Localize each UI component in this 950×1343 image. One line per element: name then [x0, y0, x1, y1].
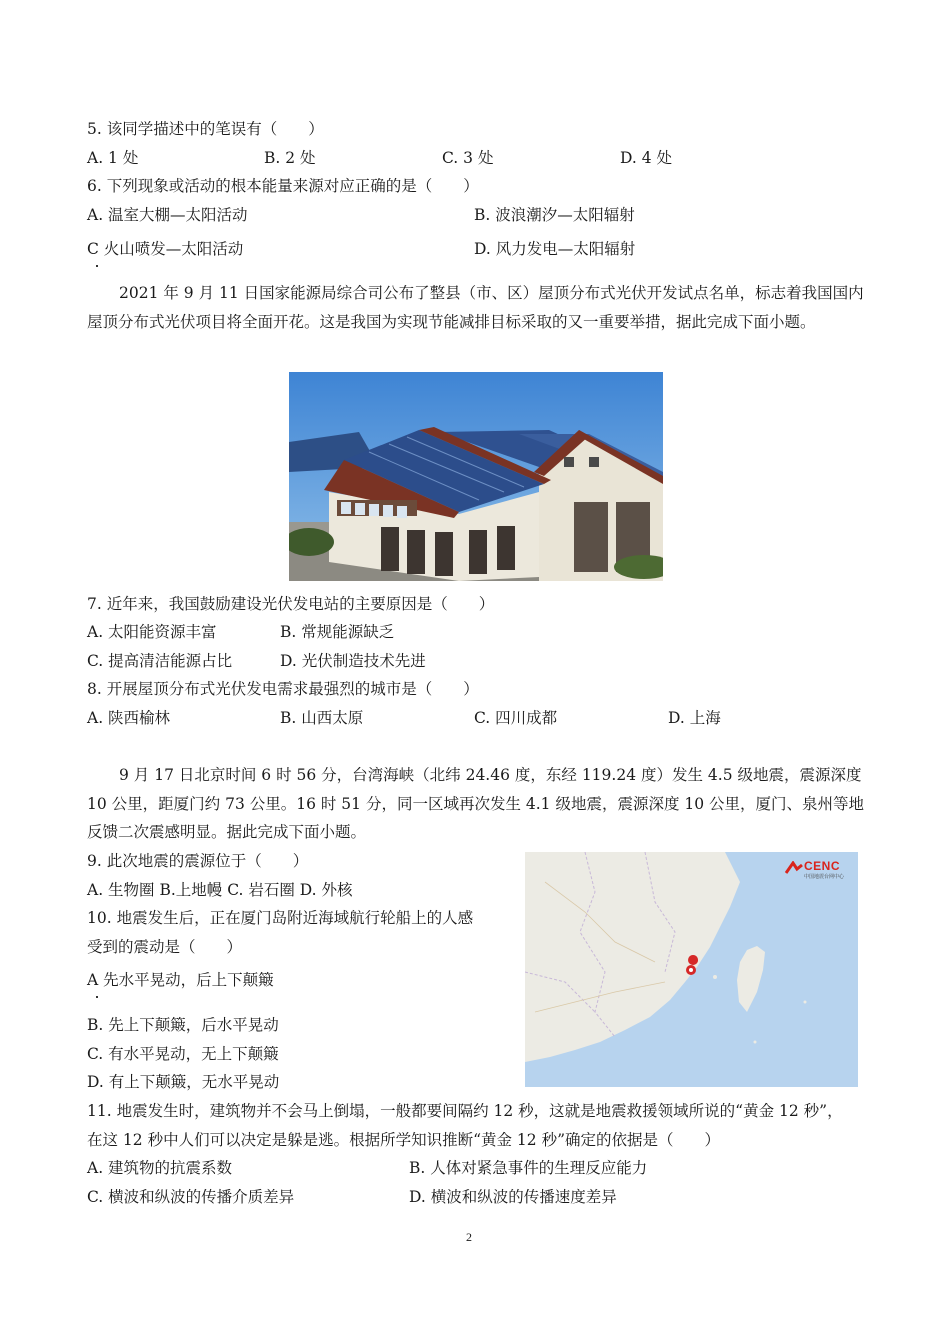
cenc-logo [783, 858, 853, 884]
q9-options: A. 生物圈 B.上地幔 C. 岩石圈 D. 外核 [87, 881, 353, 899]
q8-option-b: B. 山西太原 [280, 709, 364, 727]
stray-dot [96, 996, 98, 998]
q11-stem-line2: 在这 12 秒中人们可以决定是躲是逃。根据所学知识推断“黄金 12 秒”确定的依据是（ ） [87, 1131, 721, 1149]
q5-option-d: D. 4 处 [620, 149, 673, 167]
q10-option-d: D. 有上下颠簸，无水平晃动 [87, 1073, 280, 1091]
q10-option-c: C. 有水平晃动，无上下颠簸 [87, 1045, 279, 1063]
q11-option-a: A. 建筑物的抗震系数 [87, 1159, 233, 1177]
cenc-logo-subtext: 中国地震台网中心 [804, 874, 845, 880]
q7-option-d: D. 光伏制造技术先进 [280, 652, 426, 670]
solar-roof-photo [289, 372, 663, 581]
earthquake-map [525, 852, 858, 1087]
q8-option-d: D. 上海 [668, 709, 721, 727]
q6-option-a: A. 温室大棚—太阳活动 [87, 206, 248, 224]
q11-option-c: C. 横波和纵波的传播介质差异 [87, 1188, 295, 1206]
cenc-logo-text: CENC [804, 859, 841, 873]
q7-option-b: B. 常规能源缺乏 [280, 623, 395, 641]
q6-option-b: B. 波浪潮汐—太阳辐射 [474, 206, 635, 224]
q7-option-a: A. 太阳能资源丰富 [87, 623, 217, 641]
q6-option-c: C 火山喷发—太阳活动 [87, 240, 244, 258]
q7-stem: 7. 近年来，我国鼓励建设光伏发电站的主要原因是（ ） [87, 595, 495, 613]
q10-stem-line2: 受到的震动是（ ） [87, 938, 243, 956]
q11-option-d: D. 横波和纵波的传播速度差异 [409, 1188, 617, 1206]
q10-option-a: A 先水平晃动，后上下颠簸 [87, 971, 274, 989]
q10-stem-line1: 10. 地震发生后，正在厦门岛附近海域航行轮船上的人感 [87, 909, 474, 927]
q8-option-a: A. 陕西榆林 [87, 709, 171, 727]
stray-dot [96, 265, 98, 267]
q8-stem: 8. 开展屋顶分布式光伏发电需求最强烈的城市是（ ） [87, 680, 479, 698]
q6-option-d: D. 风力发电—太阳辐射 [474, 240, 636, 258]
q7-option-c: C. 提高清洁能源占比 [87, 652, 233, 670]
q9-stem: 9. 此次地震的震源位于（ ） [87, 852, 309, 870]
passage-earthquake: 9 月 17 日北京时间 6 时 56 分，台湾海峡（北纬 24.46 度，东经 119.24 度）发生 4.5 级地震，震源深度 10 公里，距厦门约 73 公里。16 时 51 分，同一区域再次发生 4.1 级地震，震源深度 10 公里，厦门、泉州等地反馈二次震感明显。据此完成下面小题。 [87, 766, 865, 841]
q10-option-b: B. 先上下颠簸，后水平晃动 [87, 1016, 279, 1034]
page-number: 2 [466, 1230, 472, 1244]
q5-option-a: A. 1 处 [87, 149, 139, 167]
cenc-logo-icon [785, 861, 803, 875]
q6-stem: 6. 下列现象或活动的根本能量来源对应正确的是（ ） [87, 177, 479, 195]
passage-solar: 2021 年 9 月 11 日国家能源局综合司公布了整县（市、区）屋顶分布式光伏开发试点名单，标志着我国国内屋顶分布式光伏项目将全面开花。这是我国为实现节能减排目标采取的又一重要举措，据此完成下面小题。 [87, 284, 864, 331]
q11-stem-line1: 11. 地震发生时，建筑物并不会马上倒塌，一般都要间隔约 12 秒，这就是地震救援领域所说的“黄金 12 秒”， [87, 1102, 843, 1120]
q8-option-c: C. 四川成都 [474, 709, 558, 727]
q5-stem: 5. 该同学描述中的笔误有（ ） [87, 120, 324, 138]
q5-option-c: C. 3 处 [442, 149, 494, 167]
q5-option-b: B. 2 处 [264, 149, 316, 167]
q11-option-b: B. 人体对紧急事件的生理反应能力 [409, 1159, 648, 1177]
